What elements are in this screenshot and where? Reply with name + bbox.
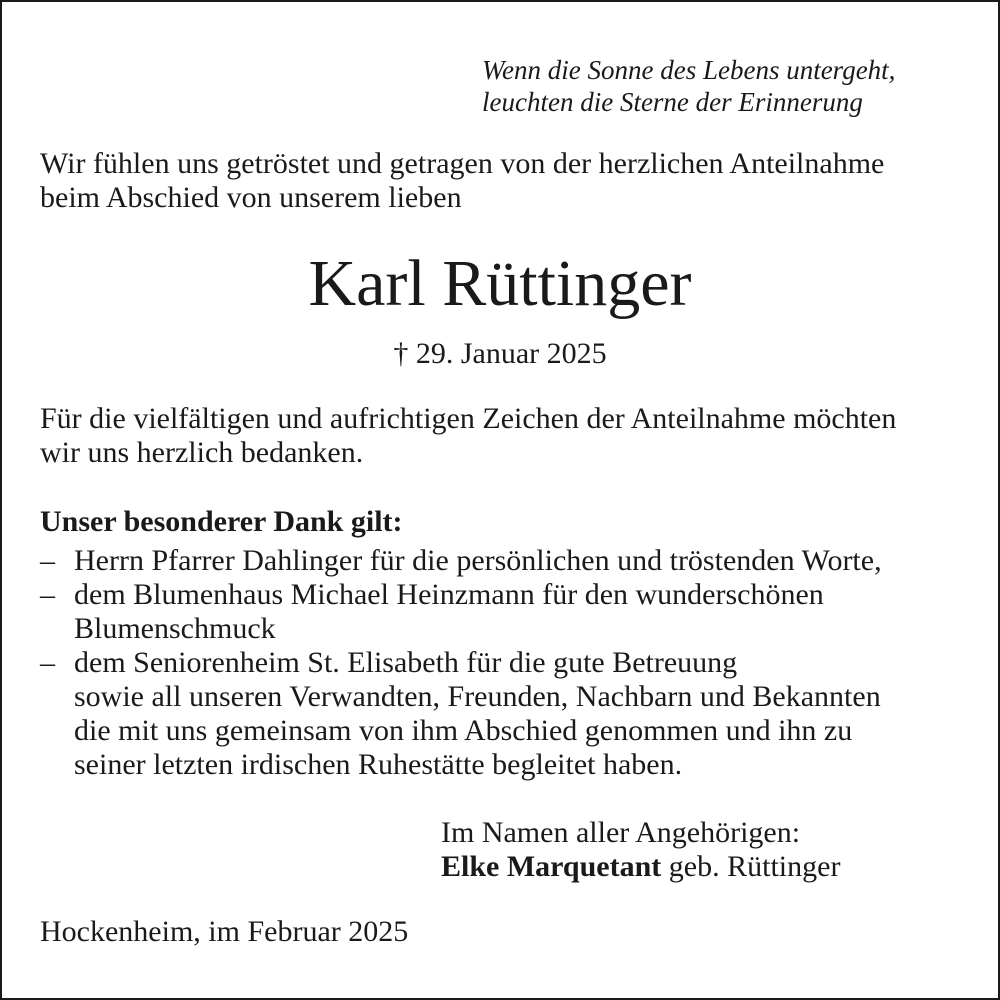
thanks-line-2: wir uns herzlich bedanken. bbox=[40, 436, 364, 469]
signature-intro: Im Namen aller Angehörigen: bbox=[441, 816, 801, 849]
thanks-heading: Unser besonderer Dank gilt: bbox=[40, 505, 403, 538]
motto-line-1: Wenn die Sonne des Lebens untergeht, bbox=[482, 55, 896, 85]
signature-name-line bbox=[441, 850, 840, 884]
death-date: † 29. Januar 2025 bbox=[393, 337, 607, 370]
motto-line-2: leuchten die Sterne der Erinnerung bbox=[482, 87, 863, 117]
closing-line-2: die mit uns gemeinsam von ihm Abschied genommen und ihn zu bbox=[74, 714, 853, 747]
list-dash: – bbox=[40, 646, 55, 679]
signature-maiden-name: geb. Rüttinger bbox=[661, 850, 841, 883]
thanks-line-1: Für die vielfältigen und aufrichtigen Zeichen der Anteilnahme möchten bbox=[40, 402, 897, 435]
place-date: Hockenheim, im Februar 2025 bbox=[40, 915, 409, 948]
list-item-line: Blumenschmuck bbox=[74, 612, 276, 645]
signature-block bbox=[441, 816, 840, 884]
list-item-line: dem Blumenhaus Michael Heinzmann für den wunderschönen bbox=[74, 578, 824, 611]
list-item bbox=[40, 646, 882, 680]
closing-line-3: seiner letzten irdischen Ruhestätte begleitet haben. bbox=[74, 748, 683, 781]
intro-text bbox=[40, 147, 884, 215]
list-item-line: Herrn Pfarrer Dahlinger für die persönlichen und tröstenden Worte, bbox=[74, 544, 882, 577]
list-dash: – bbox=[40, 544, 55, 577]
intro-line-1: Wir fühlen uns getröstet und getragen von der herzlichen Anteilnahme bbox=[40, 147, 885, 180]
motto-quote bbox=[482, 54, 895, 118]
list-item bbox=[40, 578, 882, 646]
list-item bbox=[40, 544, 882, 578]
list-dash: – bbox=[40, 578, 55, 611]
closing-text bbox=[74, 680, 881, 782]
list-item-line: dem Seniorenheim St. Elisabeth für die gute Betreuung bbox=[74, 646, 738, 679]
thanks-text bbox=[40, 402, 896, 470]
thanks-list bbox=[40, 544, 882, 680]
deceased-name: Karl Rüttinger bbox=[308, 247, 692, 320]
signature-name: Elke Marquetant bbox=[441, 850, 662, 883]
intro-line-2: beim Abschied von unserem lieben bbox=[40, 181, 462, 214]
closing-line-1: sowie all unseren Verwandten, Freunden, Nachbarn und Bekannten bbox=[74, 680, 881, 713]
